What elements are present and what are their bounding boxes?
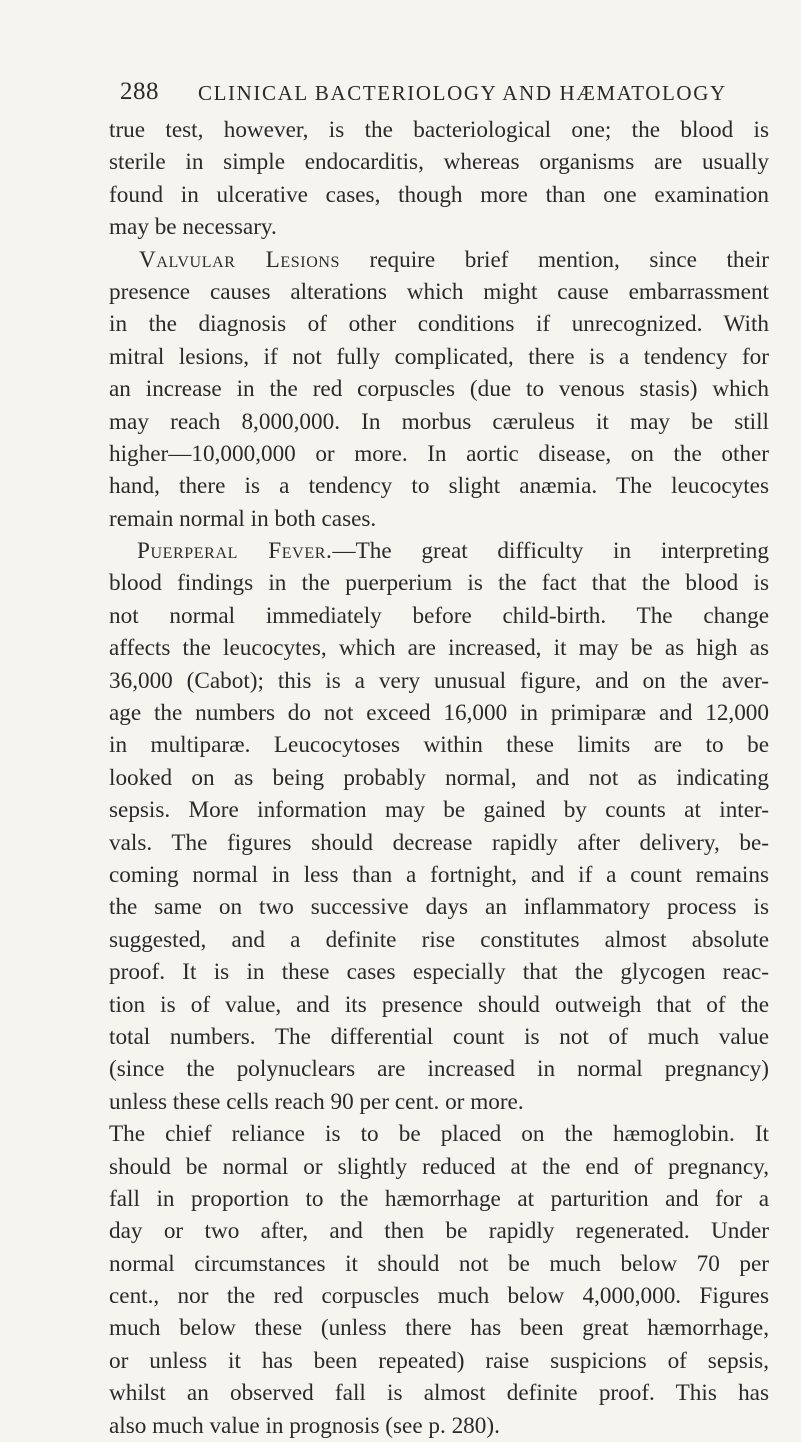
- text-line: unless these cells reach 90 per cent. or more.: [109, 1088, 524, 1115]
- paragraph-puerperal-fever: [109, 535, 769, 1118]
- text-line: sterile in simple endocarditis, whereas organisms are usually: [109, 149, 769, 176]
- text-line: should be normal or slightly reduced at the end of pregnancy,: [109, 1153, 769, 1180]
- section-heading-puerperal-fever: Puerperal Fever.: [137, 538, 333, 565]
- text-line: in multiparæ. Leucocytoses within these limits are to be: [109, 732, 769, 759]
- text-line: (since the polynuclears are increased in normal pregnancy): [109, 1056, 769, 1083]
- text-line: hand, there is a tendency to slight anæmia. The leucocytes: [109, 473, 769, 500]
- text-line: coming normal in less than a fortnight, and if a count remains: [109, 861, 769, 888]
- text-line: total numbers. The differential count is not of much value: [109, 1023, 769, 1050]
- text-line: or unless it has been repeated) raise suspicions of sepsis,: [109, 1347, 769, 1374]
- text-line: proof. It is in these cases especially that the glycogen reac-: [109, 959, 769, 986]
- text-line: much below these (unless there has been great hæmorrhage,: [109, 1315, 769, 1342]
- running-head: CLINICAL BACTERIOLOGY AND HÆMATOLOGY: [198, 81, 727, 105]
- text-line: [109, 535, 769, 567]
- text-line: normal circumstances it should not be much below 70 per: [109, 1250, 769, 1277]
- page-number: 288: [120, 78, 159, 105]
- paragraph-continuation: [109, 114, 769, 244]
- text-fragment: require brief mention, since their: [340, 246, 769, 273]
- text-line: may reach 8,000,000. In morbus cæruleus it may be still: [109, 408, 769, 435]
- text-line: also much value in prognosis (see p. 280).: [109, 1412, 500, 1439]
- text-line: 36,000 (Cabot); this is a very unusual figure, and on the aver-: [109, 667, 769, 694]
- text-line: may be necessary.: [109, 214, 277, 241]
- text-line: fall in proportion to the hæmorrhage at parturition and for a: [109, 1185, 769, 1212]
- text-line: remain normal in both cases.: [109, 505, 377, 532]
- text-line: an increase in the red corpuscles (due to venous stasis) which: [109, 376, 769, 403]
- text-line: affects the leucocytes, which are increased, it may be as high as: [109, 635, 769, 662]
- page-header: [120, 70, 760, 110]
- text-line: vals. The figures should decrease rapidly after delivery, be-: [109, 829, 769, 856]
- body-text: [109, 114, 769, 1442]
- section-heading-valvular-lesions: Valvular Lesions: [139, 246, 341, 273]
- text-line: age the numbers do not exceed 16,000 in primiparæ and 12,000: [109, 700, 769, 727]
- text-line: whilst an observed fall is almost definite proof. This has: [109, 1380, 769, 1407]
- text-line: higher—10,000,000 or more. In aortic disease, on the other: [109, 440, 769, 467]
- text-line: The chief reliance is to be placed on the hæmoglobin. It: [109, 1121, 769, 1148]
- text-line: looked on as being probably normal, and not as indicating: [109, 764, 769, 791]
- text-line: true test, however, is the bacteriological one; the blood is: [109, 117, 769, 143]
- paragraph-valvular-lesions: [109, 244, 769, 536]
- text-line: presence causes alterations which might cause embarrassment: [109, 278, 769, 305]
- text-line: cent., nor the red corpuscles much below 4,000,000. Figures: [109, 1283, 769, 1310]
- text-line: mitral lesions, if not fully complicated, there is a tendency for: [109, 343, 769, 370]
- text-fragment: —The great difficulty in interpreting: [332, 538, 769, 565]
- text-line: [109, 244, 769, 276]
- text-line: suggested, and a definite rise constitutes almost absolute: [109, 926, 769, 953]
- text-line: sepsis. More information may be gained by counts at inter-: [109, 797, 769, 824]
- text-line: blood findings in the puerperium is the fact that the blood is: [109, 570, 769, 597]
- text-line: the same on two successive days an inflammatory process is: [109, 894, 769, 921]
- text-line: not normal immediately before child-birth. The change: [109, 602, 769, 629]
- text-line: in the diagnosis of other conditions if unrecognized. With: [109, 311, 769, 338]
- text-line: day or two after, and then be rapidly regenerated. Under: [109, 1218, 769, 1245]
- paragraph-haemoglobin: [109, 1118, 769, 1442]
- text-line: tion is of value, and its presence should outweigh that of the: [109, 991, 769, 1018]
- text-line: found in ulcerative cases, though more than one examination: [109, 181, 769, 208]
